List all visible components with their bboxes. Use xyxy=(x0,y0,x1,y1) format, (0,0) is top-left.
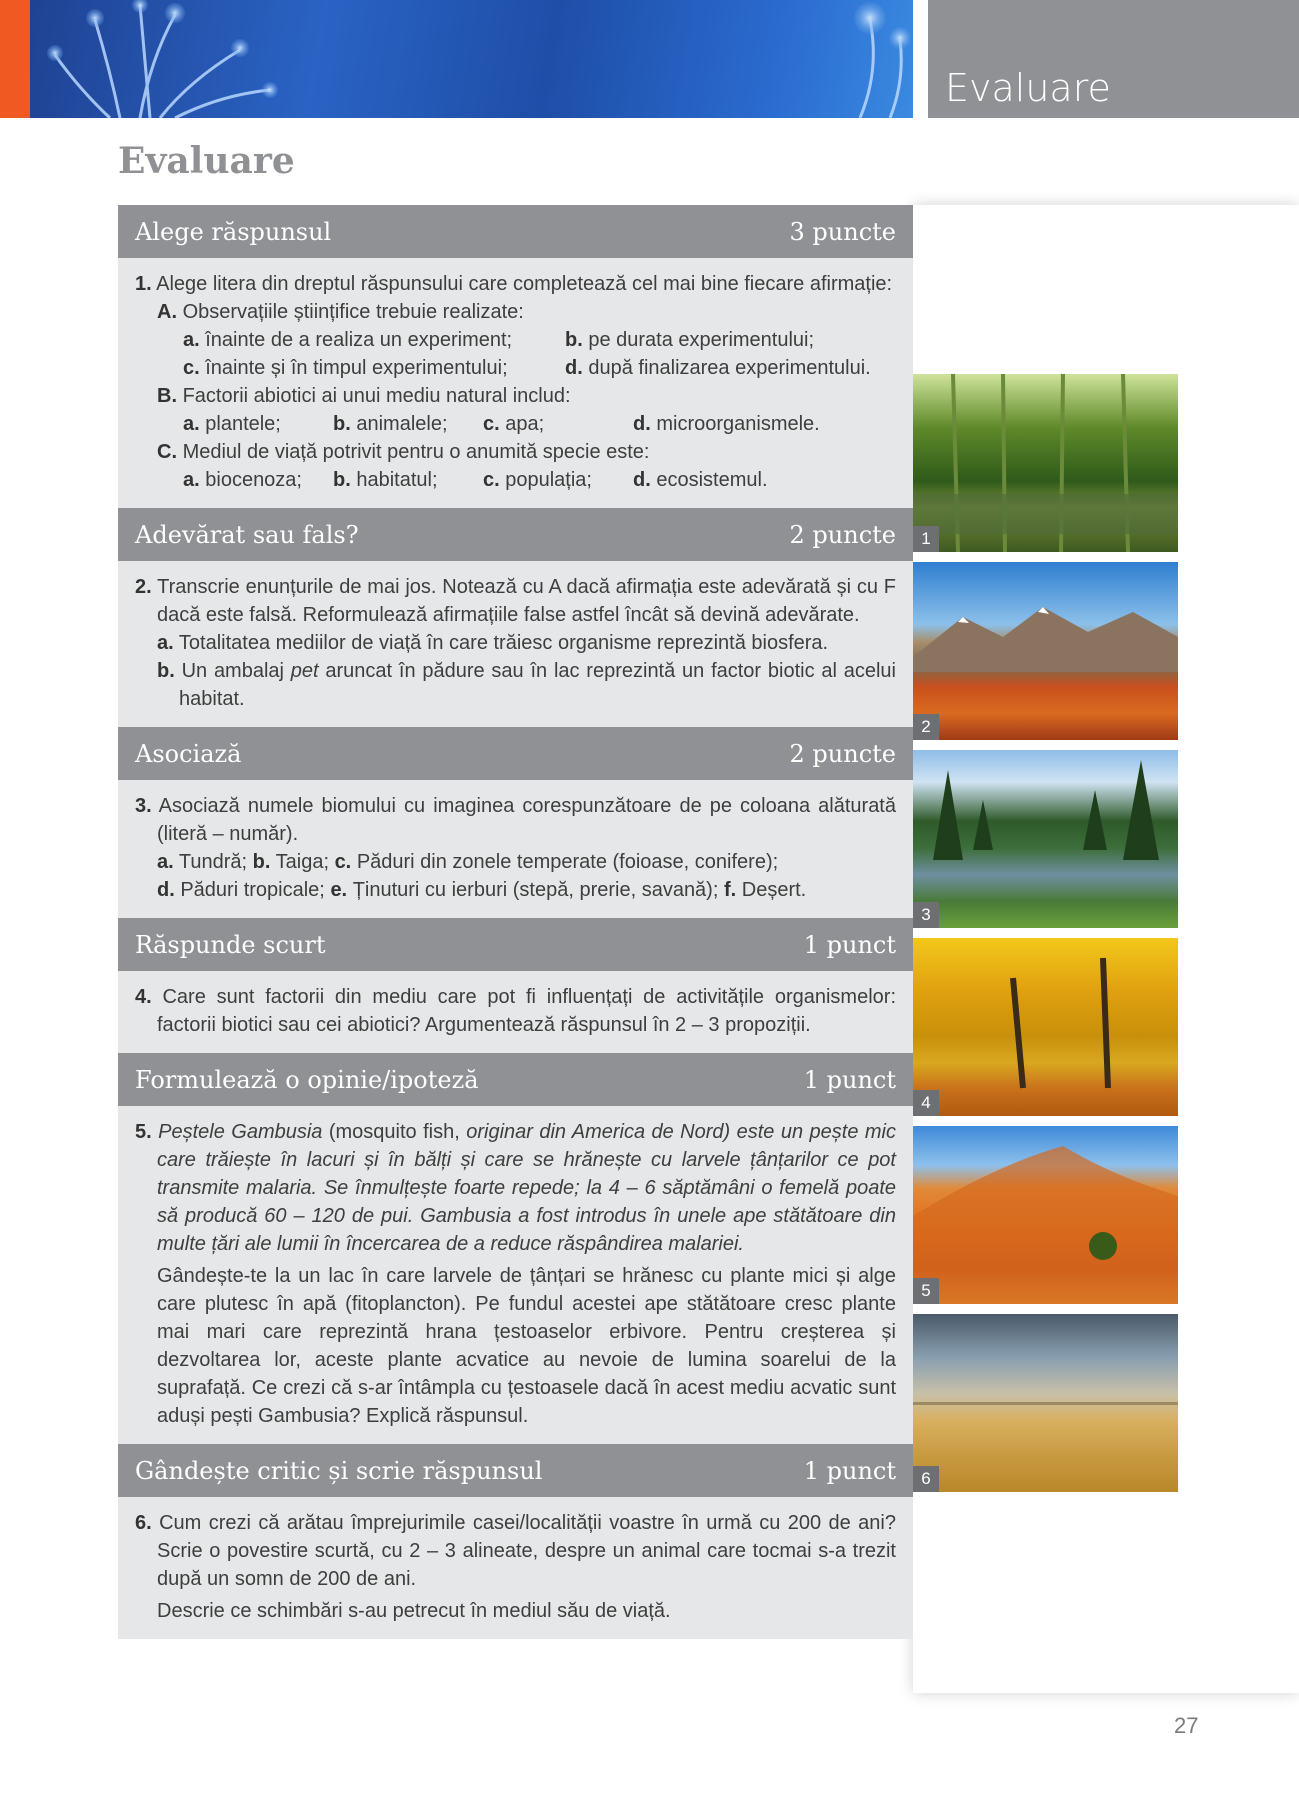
section-header-1 xyxy=(118,205,913,258)
section-title: Răspunde scurt xyxy=(135,931,326,959)
question-number: 4. xyxy=(135,986,152,1008)
deciduous-forest-photo xyxy=(913,938,1178,1116)
option: b. habitatul; xyxy=(333,469,438,491)
section-title: Adevărat sau fals? xyxy=(135,521,359,549)
image-number: 5 xyxy=(913,1278,939,1304)
subquestion-C xyxy=(135,438,896,466)
section-body-1 xyxy=(118,258,913,508)
subquestion-letter: C. xyxy=(157,441,177,463)
options-row xyxy=(135,410,896,438)
option: d. ecosistemul. xyxy=(633,469,768,491)
statement-b: b. Un ambalaj pet aruncat în pădure sau în lac reprezintă un factor biotic al acelui habitat. xyxy=(157,660,896,710)
image-number: 3 xyxy=(913,902,939,928)
option: d. microorganismele. xyxy=(633,413,820,435)
question-3 xyxy=(135,792,896,848)
image-number: 2 xyxy=(913,714,939,740)
mountains-icon xyxy=(913,562,1178,740)
section-header-4 xyxy=(118,918,913,971)
question-text: Cum crezi că arătau împrejurimile casei/localității voastre în urmă cu 200 de ani? Scrie o povestire scurtă, cu 2 – 3 alineate, despre un animal care tocmai s-a trezit după un somn de 200 de ani. xyxy=(157,1512,896,1590)
tundra-photo xyxy=(913,562,1178,740)
question-6-task: Descrie ce schimbări s-au petrecut în mediul său de viață. xyxy=(157,1600,671,1622)
section-body-4 xyxy=(118,971,913,1053)
question-number: 3. xyxy=(135,795,152,817)
biome-images xyxy=(913,374,1178,1502)
option: b. animalele; xyxy=(333,413,448,435)
question-number: 1. xyxy=(135,273,152,295)
section-points: 1 punct xyxy=(803,931,896,959)
option: c. apa; xyxy=(483,413,545,435)
question-1 xyxy=(135,270,896,298)
subquestion-text: Observațiile științifice trebuie realizate: xyxy=(182,301,524,323)
image-number: 4 xyxy=(913,1090,939,1116)
section-points: 3 puncte xyxy=(789,218,896,246)
section-title: Formulează o opinie/ipoteză xyxy=(135,1066,479,1094)
section-points: 1 punct xyxy=(803,1066,896,1094)
section-header-5 xyxy=(118,1053,913,1106)
statement-a: a. Totalitatea mediilor de viață în care trăiesc organisme reprezintă biosfera. xyxy=(157,632,829,654)
assessment-content xyxy=(118,205,913,1639)
header-banner xyxy=(0,0,913,118)
biome-list: d. Păduri tropicale; e. Ținuturi cu ierburi (stepă, prerie, savană); f. Deșert. xyxy=(157,879,807,901)
section-body-3 xyxy=(118,780,913,918)
taiga-photo xyxy=(913,750,1178,928)
section-header-2 xyxy=(118,508,913,561)
subquestion-letter: A. xyxy=(157,301,177,323)
microscope-cells-illustration xyxy=(0,0,913,118)
subquestion-text: Factorii abiotici ai unui mediu natural includ: xyxy=(182,385,571,407)
option: a. biocenoza; xyxy=(183,469,302,491)
section-points: 1 punct xyxy=(803,1457,896,1485)
section-body-6 xyxy=(118,1497,913,1639)
autumn-trees-icon xyxy=(913,938,1178,1116)
section-points: 2 puncte xyxy=(789,521,896,549)
header-section-label: Evaluare xyxy=(945,66,1111,110)
section-title: Gândește critic și scrie răspunsul xyxy=(135,1457,543,1485)
question-6 xyxy=(135,1509,896,1593)
image-number: 6 xyxy=(913,1466,939,1492)
section-body-2 xyxy=(118,561,913,727)
subquestion-B xyxy=(135,382,896,410)
option: c. populația; xyxy=(483,469,592,491)
options-row xyxy=(135,326,896,354)
desert-photo xyxy=(913,1126,1178,1304)
option: b. pe durata experimentului; xyxy=(565,329,815,351)
question-text: Asociază numele biomului cu imaginea corespunzătoare de pe coloana alăturată (literă – număr). xyxy=(157,795,896,845)
options-row xyxy=(135,354,896,382)
dunes-icon xyxy=(913,1126,1178,1304)
question-5-context: 5. Peștele Gambusia (mosquito fish, originar din America de Nord) este un pește mic care trăiește în lacuri și în bălți și care se hrănește cu larvele țânțarilor ce pot transmite malaria. Se înmulțește foarte repede; la 4 – 6 săptămâni o femelă poate să producă 60 – 120 de pui. Gambusia a fost introdus în unele ape stătătoare din multe țări ale lumii în încercarea de a reduce răspândirea malariei. xyxy=(135,1121,896,1255)
subquestion-A xyxy=(135,298,896,326)
savanna-icon xyxy=(913,1314,1178,1492)
option: d. după finalizarea experimentului. xyxy=(565,357,871,379)
option: a. plantele; xyxy=(183,413,281,435)
question-text: Transcrie enunțurile de mai jos. Notează cu A dacă afirmația este adevărată și cu F dacă este falsă. Reformulează afirmațiile false astfel încât să devină adevărate. xyxy=(157,576,897,626)
grassland-photo xyxy=(913,1314,1178,1492)
page-number: 27 xyxy=(1174,1713,1199,1738)
question-text: Care sunt factorii din mediu care pot fi influențați de activitățile organismelor: factorii biotici sau cei abiotici? Argumentează răspunsul în 2 – 3 propoziții. xyxy=(157,986,896,1036)
question-5-text: Gândește-te la un lac în care larvele de țânțari se hrănesc cu plante mici și alge care plutesc în apă (fitoplancton). Pe fundul acestei ape stătătoare cresc plante mai mari care reprezintă hrana țestoaselor erbivore. Pentru creșterea și dezvoltarea lor, aceste plante acvatice au nevoie de lumina soarelui de la suprafață. Ce crezi că s-ar întâmpla cu țestoasele dacă în acest mediu acvatic sunt aduși pești Gambusia? Explică răspunsul. xyxy=(157,1265,896,1427)
page-title: Evaluare xyxy=(118,140,295,182)
subquestion-letter: B. xyxy=(157,385,177,407)
section-title: Asociază xyxy=(135,740,242,768)
options-row xyxy=(135,466,896,494)
question-2 xyxy=(135,573,896,629)
option: a. înainte de a realiza un experiment; xyxy=(183,329,513,351)
biome-list: a. Tundră; b. Taiga; c. Păduri din zonele temperate (foioase, conifere); xyxy=(157,851,779,873)
section-title: Alege răspunsul xyxy=(135,218,332,246)
question-number: 6. xyxy=(135,1512,152,1534)
forest-trees-icon xyxy=(913,374,1178,552)
conifer-trees-icon xyxy=(913,750,1178,928)
subquestion-text: Mediul de viață potrivit pentru o anumită specie este: xyxy=(182,441,650,463)
question-number: 2. xyxy=(135,576,152,598)
header-section-label-box xyxy=(928,0,1299,118)
option: c. înainte și în timpul experimentului; xyxy=(183,357,508,379)
section-points: 2 puncte xyxy=(789,740,896,768)
section-header-3 xyxy=(118,727,913,780)
question-4 xyxy=(135,983,896,1039)
section-header-6 xyxy=(118,1444,913,1497)
tropical-forest-photo xyxy=(913,374,1178,552)
section-body-5 xyxy=(118,1106,913,1444)
image-number: 1 xyxy=(913,526,939,552)
question-number: 5. xyxy=(135,1121,152,1143)
question-text: Alege litera din dreptul răspunsului care completează cel mai bine fiecare afirmație: xyxy=(156,273,893,295)
